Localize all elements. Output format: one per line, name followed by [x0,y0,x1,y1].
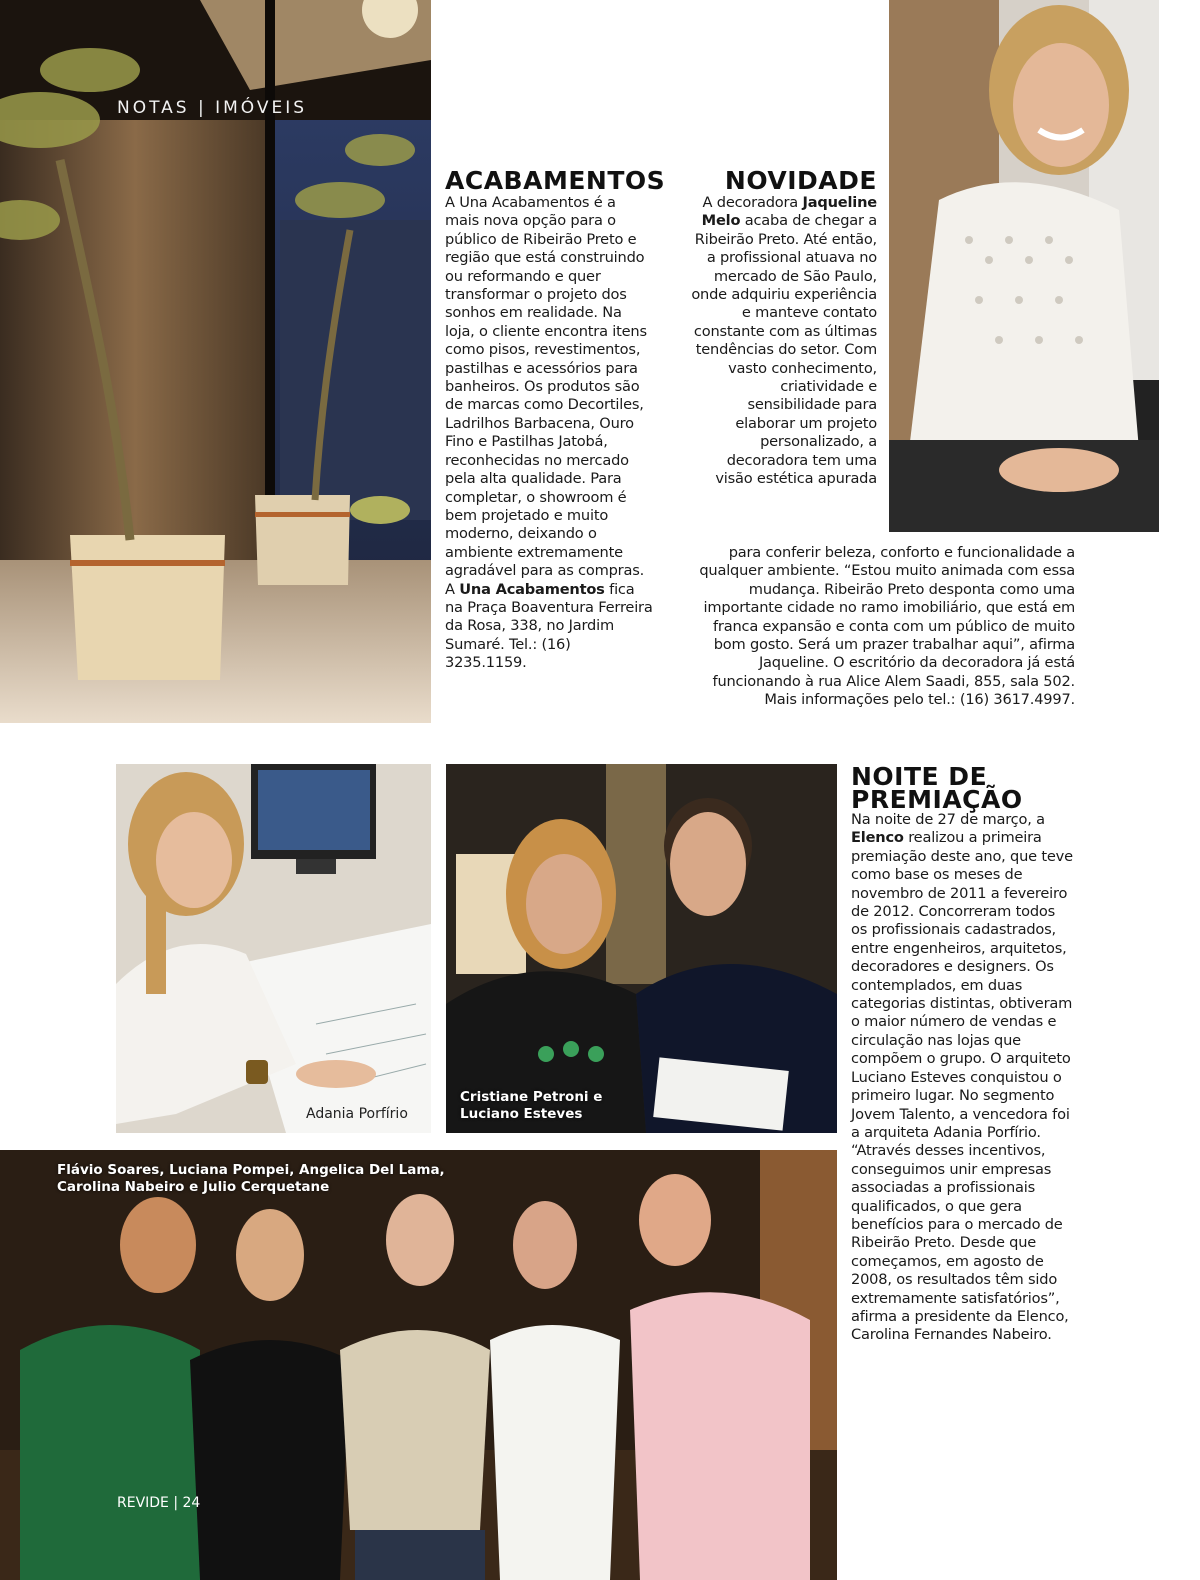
noite-title [851,762,1023,814]
noite-title-line-2: PREMIAÇÃO [851,785,1023,814]
novidade-body-wide: para conferir beleza, conforto e funcionalidade a qualquer ambiente. “Estou muito animada com essa mudança. Ribeirão Preto desponta como uma importante cidade no ramo imobiliário, que está em franca expansão e conta com um público de muito bom gosto. Será um prazer trabalhar aqui”, afirma Jaqueline. O escritório da decoradora já está funcionando à rua Alice Alem Saadi, 855, sala 502. Mais informações pelo tel.: (16) 3617.4997. [699,544,1075,709]
jaqueline-portrait-photo [889,0,1159,532]
noite-text-1: Na noite de 27 de março, a [851,811,1045,828]
acabamentos-brand: Una Acabamentos [459,580,605,598]
novidade-name: Jaqueline Melo [701,194,877,230]
noite-text-2: realizou a primeira premiação deste ano, que teve como base os meses de novembro de 2011 a fevereiro de 2012. Concorreram todos os profissionais cadastrados, entre engenheiros, arquitetos, decoradores e designers. Os contemplados, em duas categorias distintas, obtiveram o maior número de vendas e circulação nas lojas que compõem o grupo. O arquiteto Luciano Esteves conquistou o primeiro lugar. No segmento Jovem Talento, a vencedora foi a arquiteta Adania Porfírio. “Através desses incentivos, conseguimos unir empresas associadas a profissionais qualificados, o que gera benefícios para o mercado de Ribeirão Preto. Desde que começamos, em agosto de 2008, os resultados têm sido extremamente satisfatórios”, afirma a presidente da Elenco, Carolina Fernandes Nabeiro. [851,829,1073,1344]
group-caption [57,1162,445,1196]
noite-body [851,811,1073,1345]
adania-photo [116,764,431,1133]
noite-title-line-1: NOITE DE [851,762,988,791]
novidade-body [690,194,877,489]
cristiane-caption [460,1089,602,1123]
novidade-text-2: acaba de chegar a Ribeirão Preto. Até então, a profissional atuava no mercado de São Paulo, onde adquiriu experiência e manteve contato constante com as últimas tendências do setor. Com vasto conhecimento, criatividade e sensibilidade para elaborar um projeto personalizado, a decoradora tem uma visão estética apurada [691,212,877,488]
group-photo [0,1150,837,1580]
cristiane-luciano-photo [446,764,837,1133]
adania-caption: Adania Porfírio [306,1106,408,1122]
novidade-title: NOVIDADE [724,166,877,195]
acabamentos-text-1: A Una Acabamentos é a mais nova opção para o público de Ribeirão Preto e região que está construindo ou reformando e quer transformar o projeto dos sonhos em realidade. Na loja, o cliente encontra itens como pisos, revestimentos, pastilhas e acessórios para banheiros. Os produtos são de marcas como Decortiles, Ladrilhos Barbacena, Ouro Fino e Pastilhas Jatobá, reconhecidas no mercado pela alta qualidade. Para completar, o showroom é bem projetado e muito moderno, deixando o ambiente extremamente agradável para as compras. A [445,194,647,598]
acabamentos-body [445,194,653,673]
page-folio: REVIDE | 24 [117,1495,201,1511]
cristiane-caption-line-2: Luciano Esteves [460,1106,583,1122]
group-caption-line-2: Carolina Nabeiro e Julio Cerquetane [57,1179,330,1195]
noite-brand: Elenco [851,829,904,847]
acabamentos-text-2: fica na Praça Boaventura Ferreira da Rosa, 338, no Jardim Sumaré. Tel.: (16) 3235.1159. [445,580,653,672]
group-caption-line-1: Flávio Soares, Luciana Pompei, Angelica Del Lama, [57,1162,445,1178]
novidade-text-1: A decoradora [702,194,803,211]
cristiane-caption-line-1: Cristiane Petroni e [460,1089,603,1105]
section-label: NOTAS | IMÓVEIS [117,98,308,118]
acabamentos-title: ACABAMENTOS [445,166,666,195]
